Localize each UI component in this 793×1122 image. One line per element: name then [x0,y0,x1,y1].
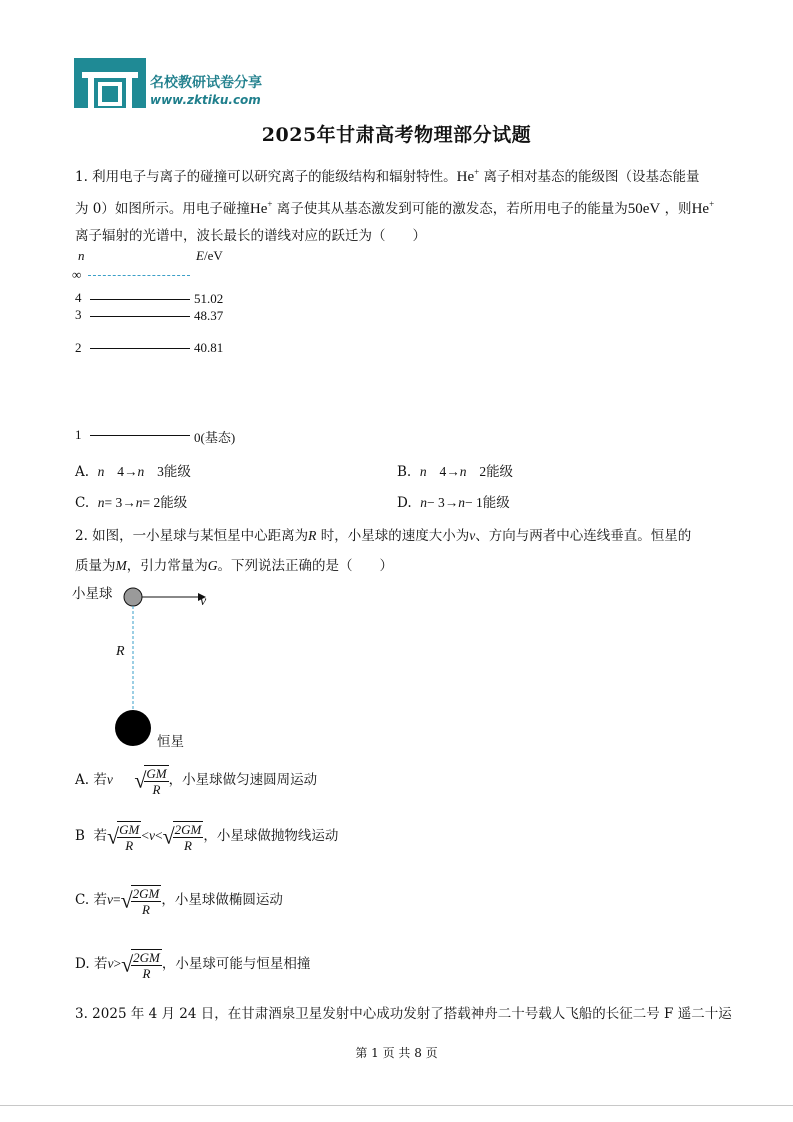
level-1-line [90,435,190,436]
q1-text-c: 为 0）如图所示。用电子碰撞 [75,201,250,217]
level-3-line [90,316,190,317]
q2-option-a[interactable]: A. 若v √ $\frac{GM}{R}$ ，小星球做匀速圆周运动 [75,765,318,797]
q1-he1: He+ [456,167,480,185]
q1-line3: 离子辐射的光谱中，波长最长的谱线对应的跃迁为（ ） [75,228,426,244]
star-label: 恒星 [157,734,184,750]
q1-he3: He+ [691,199,715,217]
level-4-line [90,299,190,300]
logo [74,58,294,114]
q2-option-d[interactable]: D. 若v>√ $\frac{2GM}{R}$ ，小星球可能与恒星相撞 [75,949,311,981]
velocity-label: v [200,594,207,609]
orbit-svg [70,584,270,754]
level-3-e: 48.37 [194,308,224,323]
logo-emblem-icon [74,58,146,112]
energy-level-diagram [70,248,330,448]
radius-label: R [116,644,125,659]
logo-text: 名校教研试卷分享 [150,75,262,91]
q1-option-b[interactable]: B. n 4→n 2能级 [397,464,514,480]
q1-option-a[interactable]: A. n 4→n 3能级 [75,464,191,480]
q3-line1: 3. 2025 年 4 月 24 日，在甘肃酒泉卫星发射中心成功发射了搭载神舟二十号载人飞船的长征二号 F 遥二十运 [75,1006,732,1022]
axis-n-label: n [78,248,85,263]
q1-he2: He+ [249,199,273,217]
logo-url: www.zktiku.com [150,93,261,107]
level-2-e: 40.81 [194,340,224,355]
page-title: 2025年甘肃高考物理部分试题 [261,124,532,146]
level-inf-line [88,275,190,276]
q1-line2 [75,194,714,219]
level-4-e: 51.02 [194,291,224,306]
page-footer: 第 1 页 共 8 页 [355,1046,438,1060]
q2-line2: 质量为M，引力常量为G。下列说法正确的是（ ） [75,558,393,574]
q1-text-d: 离子使其从基态激发到可能的激发态，若所用电子的能量为 [276,201,628,217]
q2-option-c[interactable]: C. 若v=√ $\frac{2GM}{R}$ ，小星球做椭圆运动 [75,885,283,917]
q1-text-b: 离子相对基态的能级图（设基态能量 [483,169,700,185]
level-2-line [90,348,190,349]
q1-energy: 50eV [627,201,661,217]
small-star-icon [124,588,142,606]
level-inf-label: ∞ [72,267,82,282]
level-3-n: 3 [75,307,82,322]
q1-line1 [75,162,700,187]
q2-option-b[interactable]: B 若√ $\frac{GM}{R}$ <v<√ $\frac{2GM}{R}$ ，小星球做抛物线运动 [75,821,339,853]
footer-rule [0,1105,793,1106]
q1-option-c[interactable]: C. n= 3→n= 2能级 [75,495,188,511]
q1-text-e: ，则 [664,201,692,217]
star-icon [115,710,151,746]
level-2-n: 2 [75,340,82,355]
q1-option-d[interactable]: D. n− 3→n− 1能级 [397,495,510,511]
q2-line1: 2. 如图，一小星球与某恒星中心距离为R 时，小星球的速度大小为v、方向与两者中心连线垂直。恒星的 [75,528,692,544]
level-4-n: 4 [75,290,82,305]
orbit-figure [70,584,270,754]
small-star-label: 小星球 [72,586,113,602]
level-1-n: 1 [75,427,82,442]
q1-text-a: 1. 利用电子与离子的碰撞可以研究离子的能级结构和辐射特性。 [75,169,457,185]
axis-e-label: E/eV [196,248,223,263]
level-1-e: 0(基态) [194,430,236,445]
